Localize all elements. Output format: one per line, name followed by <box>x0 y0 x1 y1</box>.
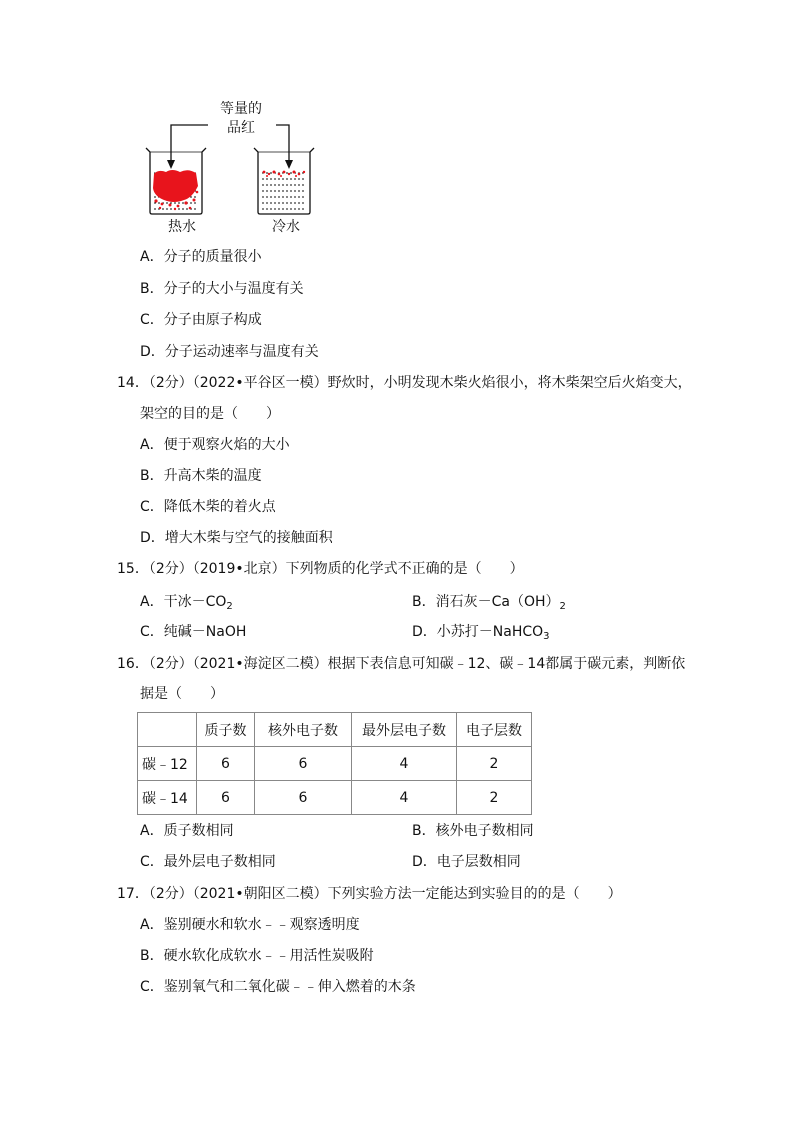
q13-option-a: A．分子的质量很小 <box>140 249 262 265</box>
table-header-cell: 最外层电子数 <box>352 713 457 747</box>
table-cell: 6 <box>255 747 352 781</box>
q15-option-d <box>412 622 550 642</box>
q13-option-c: C．分子由原子构成 <box>140 312 262 328</box>
table-cell: 碳﹣12 <box>138 747 197 781</box>
q15-option-a-subscript: 2 <box>226 601 233 612</box>
q14-option-a: A．便于观察火焰的大小 <box>140 437 290 453</box>
cold-water-label: 冷水 <box>272 219 300 235</box>
q16-option-c: C．最外层电子数相同 <box>140 854 276 870</box>
q15-option-b-text: B．消石灰－Ca（OH） <box>412 594 560 610</box>
table-header-cell: 质子数 <box>197 713 255 747</box>
table-cell: 4 <box>352 747 457 781</box>
cold-water-beaker <box>254 148 314 214</box>
hot-water-beaker <box>146 148 206 214</box>
table-row <box>138 747 532 781</box>
q15-option-d-subscript: 3 <box>543 631 550 642</box>
q14-option-c: C．降低木柴的着火点 <box>140 499 276 515</box>
table-header-row <box>138 713 532 747</box>
carbon-isotope-table <box>137 712 532 815</box>
table-cell: 6 <box>197 747 255 781</box>
table-header-cell <box>138 713 197 747</box>
table-header-cell: 核外电子数 <box>255 713 352 747</box>
q15-option-b-subscript: 2 <box>559 601 566 612</box>
q15-option-b <box>412 592 566 612</box>
q15-option-a-text: A．干冰－CO <box>140 594 227 610</box>
q17-option-c: C．鉴别氧气和二氧化碳﹣﹣伸入燃着的木条 <box>140 979 416 995</box>
q17-option-a: A．鉴别硬水和软水﹣﹣观察透明度 <box>140 917 360 933</box>
q16-stem-line-2: 据是（ ） <box>140 686 224 702</box>
figure-title <box>206 100 276 138</box>
table-header-cell: 电子层数 <box>457 713 532 747</box>
q16-option-b: B．核外电子数相同 <box>412 823 534 839</box>
q15-option-d-text: D．小苏打－NaHCO <box>412 624 544 640</box>
q14-option-d: D．增大木柴与空气的接触面积 <box>140 530 333 546</box>
table-cell: 2 <box>457 781 532 815</box>
table-row <box>138 781 532 815</box>
dye-dots-cold <box>263 171 306 178</box>
q16-stem-line-1: 16．（2分）（2021•海淀区二模）根据下表信息可知碳﹣12、碳﹣14都属于碳元素，判断依 <box>117 656 686 672</box>
q15-stem: 15．（2分）（2019•北京）下列物质的化学式不正确的是（ ） <box>117 561 524 577</box>
table-cell: 6 <box>255 781 352 815</box>
q16-option-d: D．电子层数相同 <box>412 854 521 870</box>
right-arrow <box>276 125 289 166</box>
q13-option-d: D．分子运动速率与温度有关 <box>140 344 319 360</box>
q17-stem: 17．（2分）（2021•朝阳区二模）下列实验方法一定能达到实验目的的是（ ） <box>117 886 622 902</box>
q16-option-a: A．质子数相同 <box>140 823 234 839</box>
q14-option-b: B．升高木柴的温度 <box>140 468 262 484</box>
table-cell: 碳﹣14 <box>138 781 197 815</box>
q13-option-b: B．分子的大小与温度有关 <box>140 281 304 297</box>
q15-option-c: C．纯碱－NaOH <box>140 624 247 640</box>
q15-option-a <box>140 592 233 612</box>
q14-stem-line-2: 架空的目的是（ ） <box>140 406 280 422</box>
diffusion-figure <box>140 96 340 246</box>
q14-stem-line-1: 14．（2分）（2022•平谷区一模）野炊时，小明发现木柴火焰很小，将木柴架空后火焰变大， <box>117 375 692 391</box>
figure-title-line-1: 等量的 <box>220 101 262 117</box>
hot-water-label: 热水 <box>168 219 196 235</box>
table-cell: 4 <box>352 781 457 815</box>
table-cell: 2 <box>457 747 532 781</box>
q17-option-b: B．硬水软化成软水﹣﹣用活性炭吸附 <box>140 948 374 964</box>
figure-title-line-2: 品红 <box>227 120 255 136</box>
table-cell: 6 <box>197 781 255 815</box>
